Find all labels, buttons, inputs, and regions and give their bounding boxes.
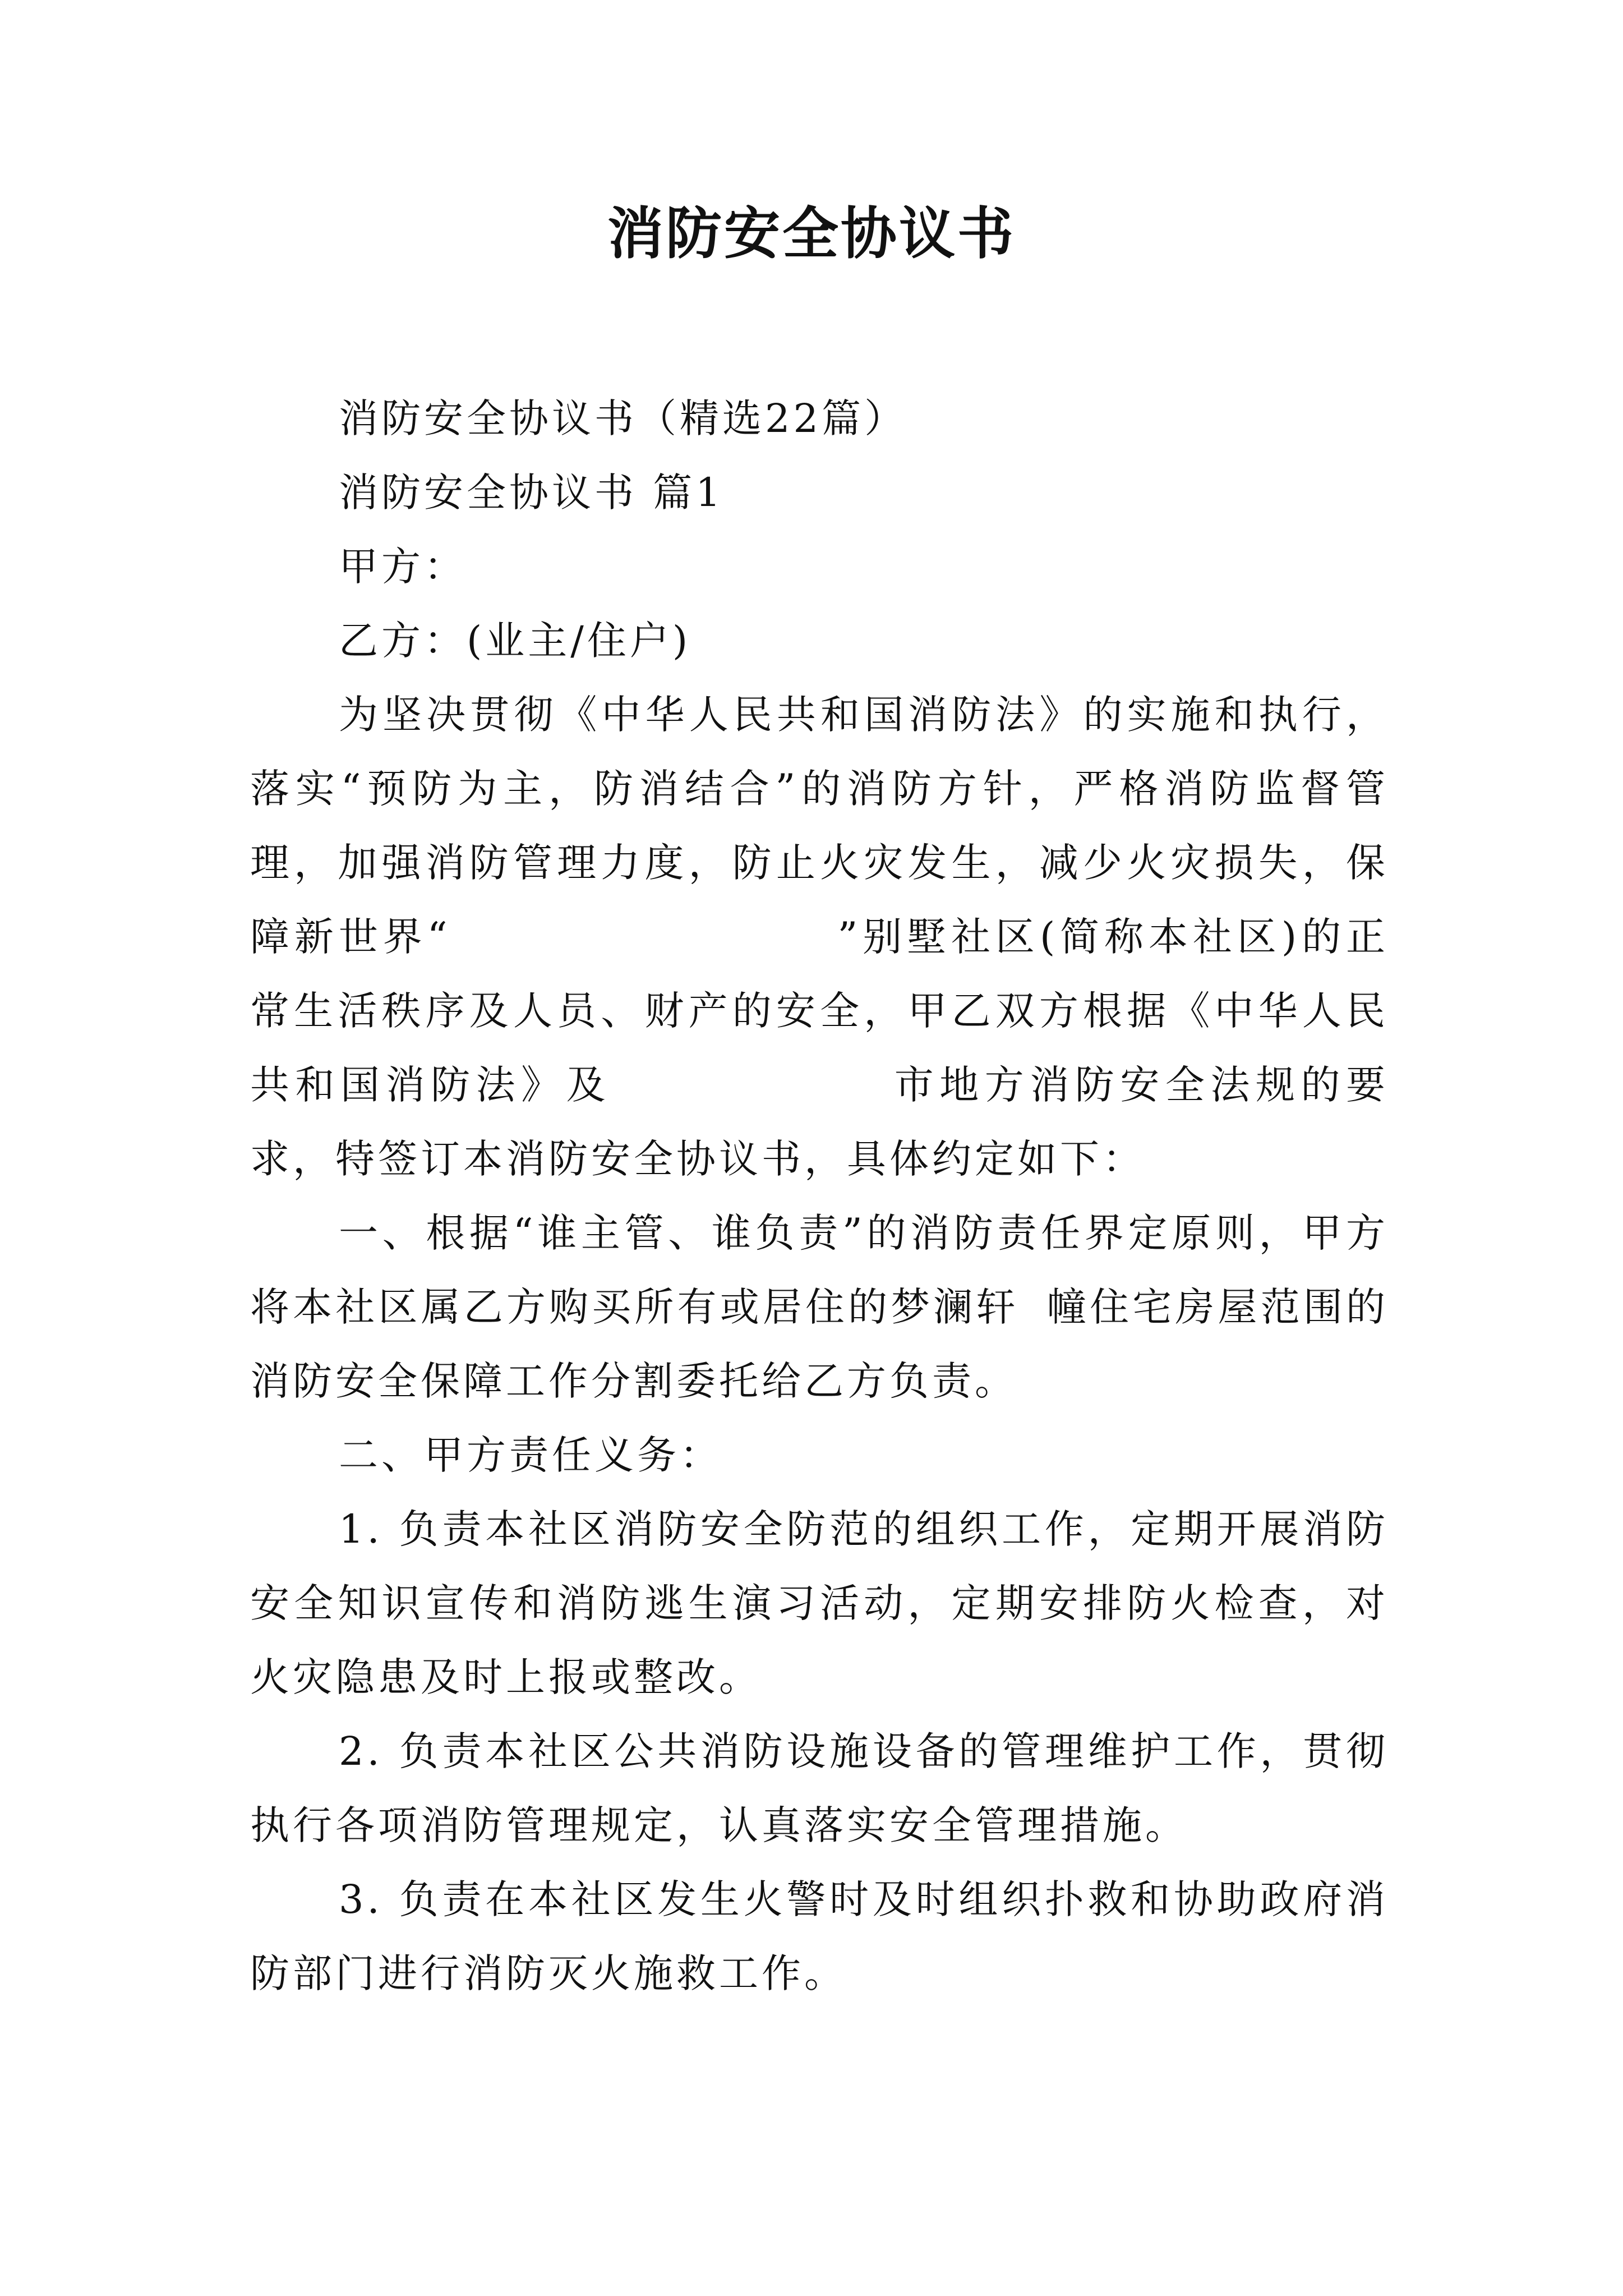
paragraph-item-3: 3. 负责在本社区发生火警时及时组织扑救和协助政府消防部门进行消防灭火施救工作。 [250,1876,1389,1996]
paragraph-section-heading: 消防安全协议书 篇1 [339,470,724,516]
clause-1-part-1: 一、根据“谁主管、谁负责”的消防责任界定原则，甲方将本社区属乙方购买所有或居住的梦澜轩 [250,1210,1389,1330]
paragraph-item-2: 2. 负责本社区公共消防设施设备的管理维护工作，贯彻执行各项消防管理规定，认真落实安全管理措施。 [250,1728,1389,1848]
paragraph-preamble [250,678,1389,1196]
document-body [250,381,1389,2010]
clause-1-part-2: 幢住宅房屋范围的消防安全保障工作分割委托给乙方负责。 [250,1284,1389,1404]
paragraph-clause-2-heading: 二、甲方责任义务： [339,1432,722,1478]
preamble-part-1: 为坚决贯彻《中华人民共和国消防法》的实施和执行，落实“预防为主，防消结合”的消防方针，严格消防监督管理，加强消防管理力度，防止火灾发生，减少火灾损失，保障新世界“ [250,692,1389,960]
paragraph-item-1: 1. 负责本社区消防安全防范的组织工作，定期开展消防安全知识宣传和消防逃生演习活动，定期安排防火检查，对火灾隐患及时上报或整改。 [250,1506,1389,1700]
paragraph-subtitle: 消防安全协议书（精选22篇） [339,395,907,441]
document-title: 消防安全协议书 [607,201,1016,266]
paragraph-party-a: 甲方： [339,544,467,590]
preamble-part-3: 市地方消防安全法规的要求，特签订本消防安全协议书，具体约定如下： [250,1062,1389,1182]
paragraph-clause-1 [250,1196,1389,1418]
paragraph-party-b: 乙方：(业主/住户) [339,618,691,664]
preamble-part-2: ”别墅社区(简称本社区)的正常生活秩序及人员、财产的安全，甲乙双方根据《中华人民共和国消防法》及 [250,914,1389,1108]
